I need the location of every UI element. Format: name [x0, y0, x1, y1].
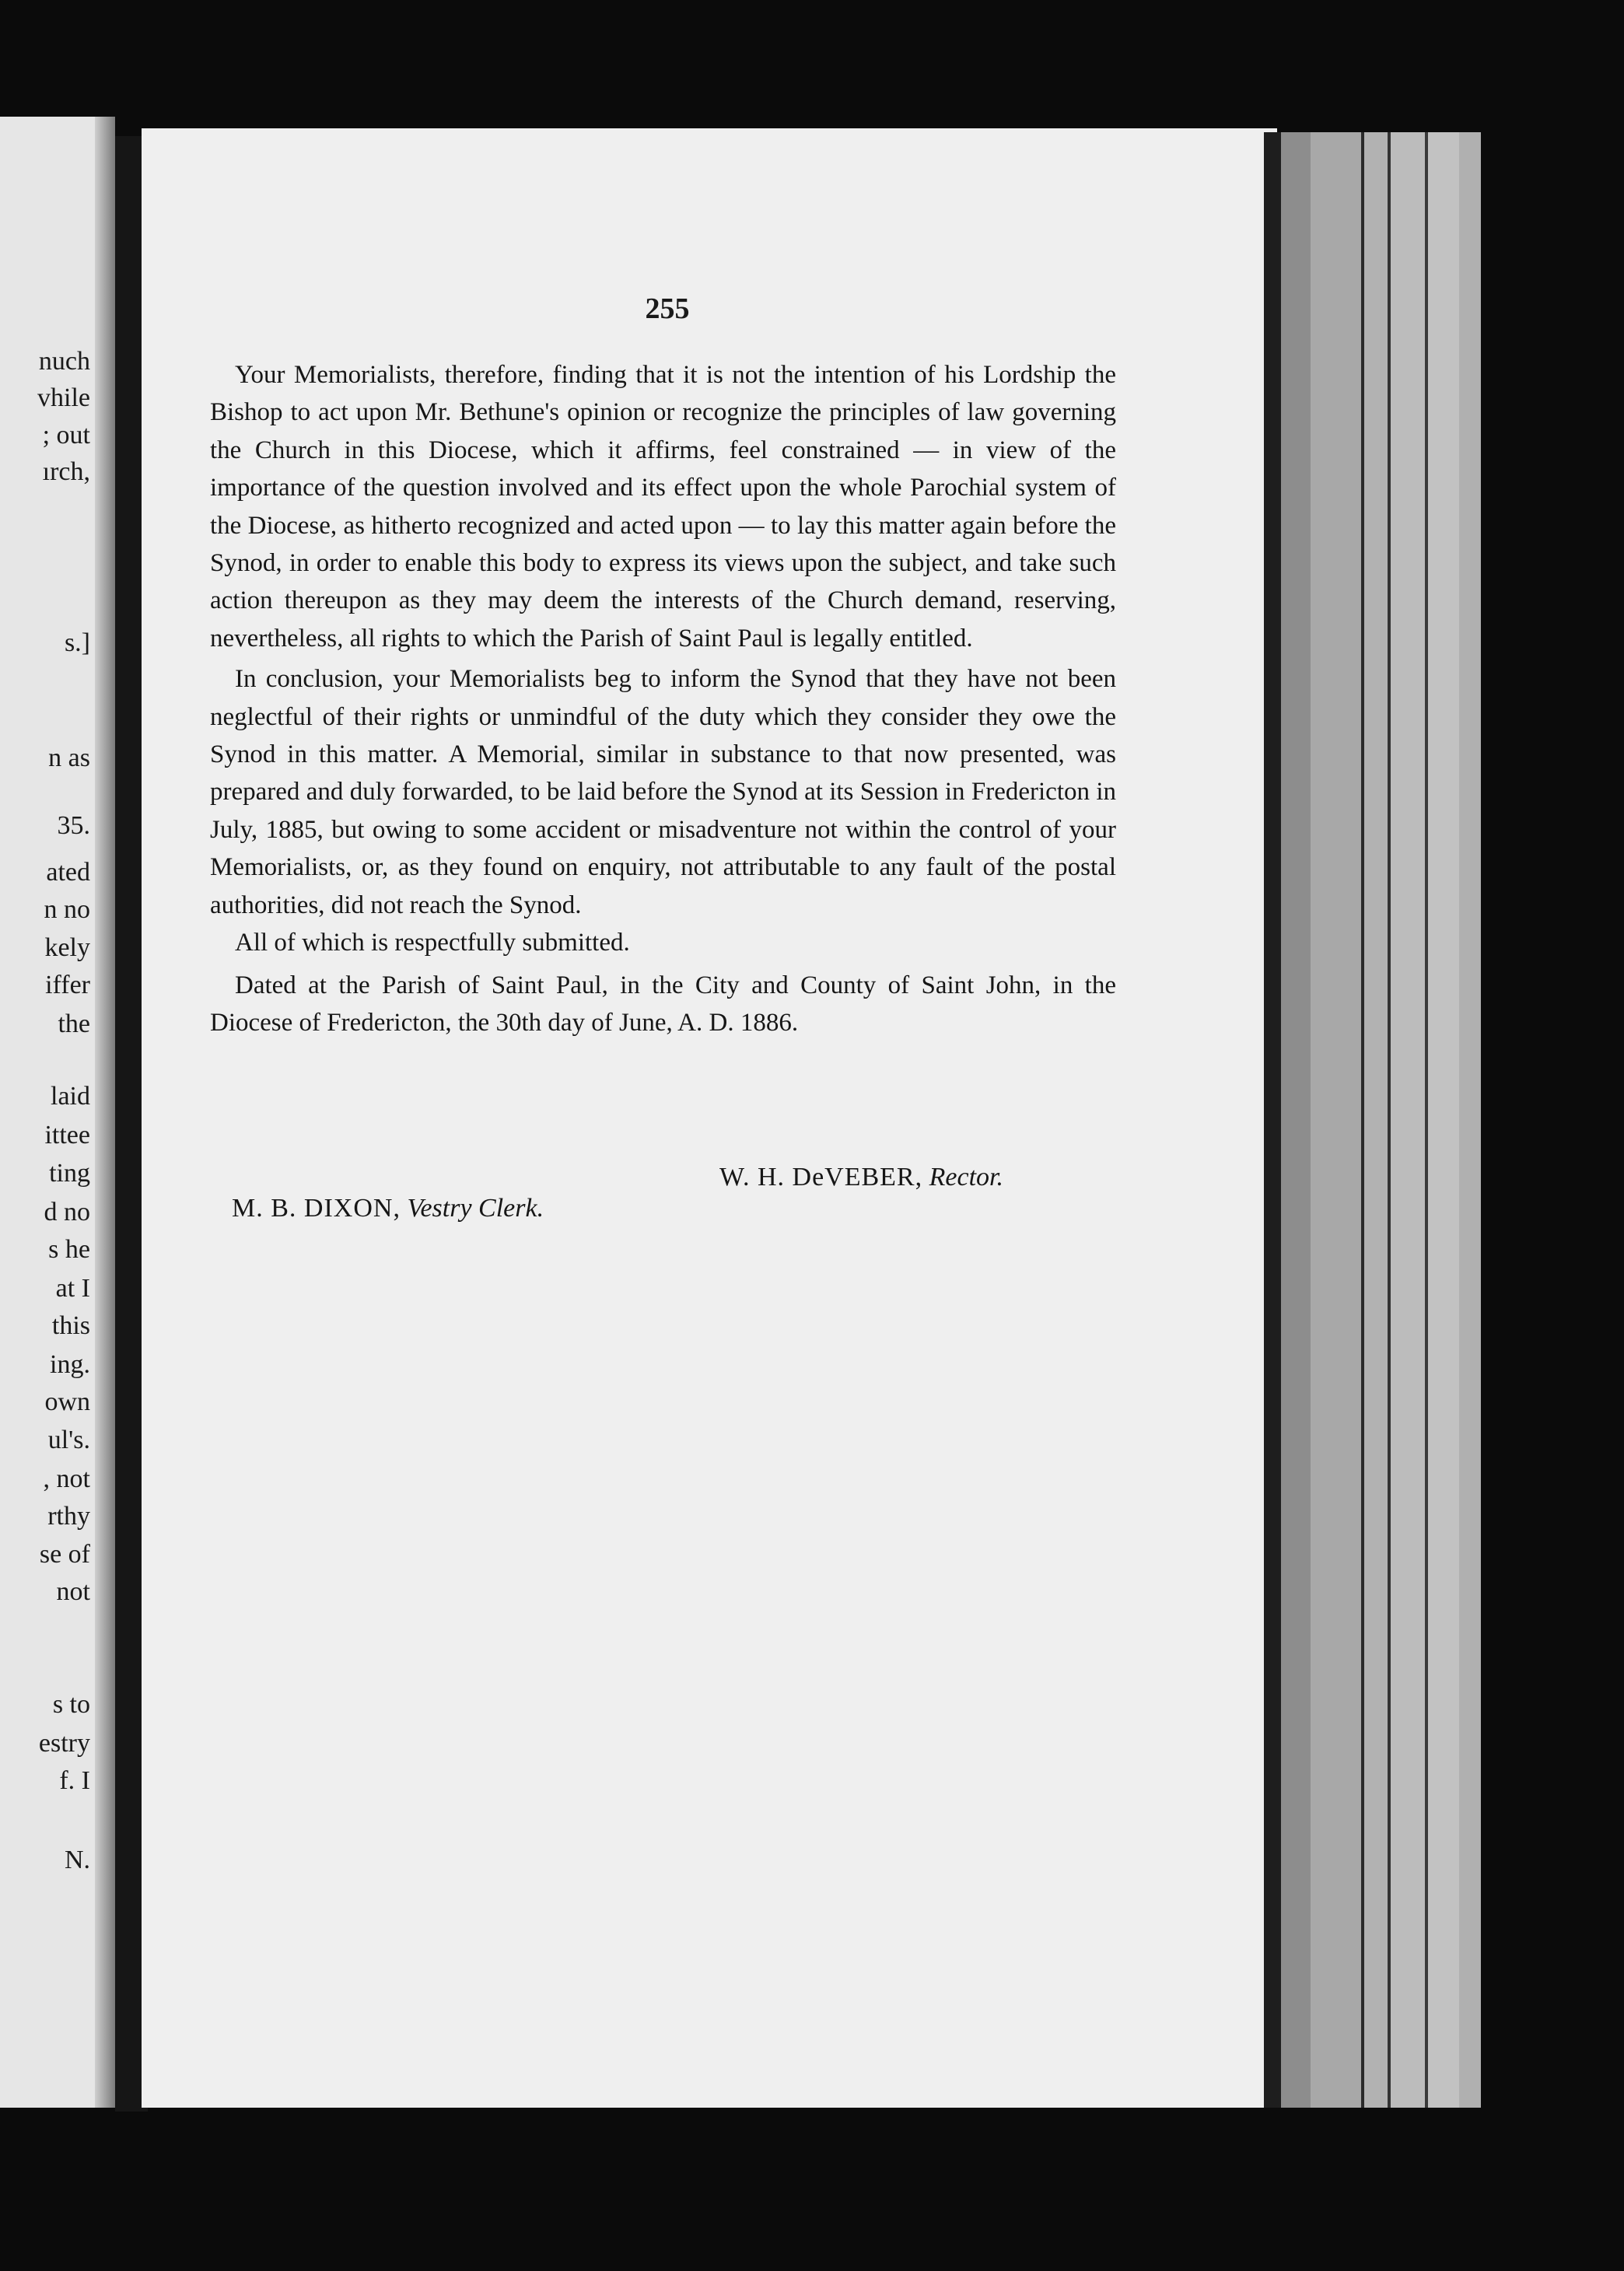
left-fragment: ated	[46, 858, 90, 887]
left-facing-page	[0, 117, 115, 2108]
paragraph-submitted: All of which is respectfully submitted.	[235, 929, 630, 957]
left-fragment: n no	[44, 895, 90, 924]
left-fragment: ul's.	[47, 1426, 90, 1454]
fore-edge-band	[1281, 132, 1311, 2108]
left-fragment: s.]	[64, 628, 90, 657]
left-fragment: d no	[44, 1198, 90, 1226]
left-fragment: vhile	[37, 383, 90, 412]
fore-edge-band	[1311, 132, 1361, 2108]
left-fragment: iffer	[45, 971, 90, 999]
left-fragment: n as	[48, 744, 90, 772]
left-fragment: not	[56, 1577, 90, 1606]
left-fragment: laid	[51, 1082, 90, 1111]
left-fragment: f. I	[59, 1766, 90, 1795]
left-fragment: at I	[55, 1274, 90, 1303]
gutter-shadow	[95, 117, 115, 2108]
clerk-title: Vestry Clerk.	[407, 1194, 544, 1223]
fore-edge-band	[1391, 132, 1425, 2108]
left-fragment: own	[44, 1387, 90, 1416]
paragraph-dated: Dated at the Parish of Saint Paul, in the City and County of Saint John, in the Diocese of Fredericton, the 30th day of June, A. D. 1886.	[210, 971, 1116, 1037]
left-fragment: estry	[38, 1729, 90, 1758]
left-fragment: rthy	[47, 1502, 90, 1531]
left-fragment: ittee	[44, 1121, 90, 1149]
fore-edge-band	[1428, 132, 1459, 2108]
fore-edge-band	[1364, 132, 1388, 2108]
clerk-name: M. B. DIXON,	[232, 1194, 401, 1223]
left-fragment: this	[51, 1311, 90, 1340]
left-fragment: nuch	[38, 347, 90, 376]
rector-signature	[719, 1163, 1085, 1192]
page-number: 255	[645, 292, 690, 325]
left-fragment: , not	[43, 1464, 90, 1493]
left-fragment: the	[58, 1010, 90, 1038]
paragraph-conclusion: In conclusion, your Memorialists beg to inform the Synod that they have not been neglectful of their rights or unmindful of the duty which they consider they owe the Synod in this matter. A Memorial, similar in substance to that now presented, was prepared and duly forwarded, to be laid before the Synod at its Session in Fredericton in July, 1885, but owing to some accident or misadventure not within the control of your Memorialists, or, as they found on enquiry, not attributable to any fault of the postal authorities, did not reach the Synod.	[210, 665, 1116, 919]
paragraph-memorialists: Your Memorialists, therefore, finding that it is not the intention of his Lordship the Bishop to act upon Mr. Bethune's opinion or recognize the principles of law governing the Church in this Diocese, which it affirms, feel constrained — in view of the importance of the question involved and its effect upon the whole Parochial system of the Diocese, as hitherto recognized and acted upon — to lay this matter again before the Synod, in order to enable this body to express its views upon the subject, and take such action thereupon as they may deem the interests of the Church demand, reserving, nevertheless, all rights to which the Parish of Saint Paul is legally entitled.	[210, 361, 1116, 653]
left-fragment: s he	[48, 1235, 90, 1264]
left-fragment: se of	[39, 1540, 90, 1569]
clerk-signature	[232, 1194, 544, 1223]
left-fragment: 35.	[57, 811, 90, 840]
left-fragment: ; out	[42, 421, 90, 450]
memorial-text	[210, 356, 1116, 1041]
left-fragment: s to	[52, 1690, 90, 1719]
left-fragment: ing.	[50, 1350, 90, 1379]
fore-edge-dark-band	[1264, 132, 1281, 2108]
left-fragment: ting	[49, 1159, 90, 1188]
rector-title: Rector.	[929, 1163, 1003, 1191]
fore-edge-band	[1459, 132, 1481, 2108]
left-fragment: kely	[44, 933, 90, 962]
left-fragment: N.	[64, 1846, 90, 1874]
left-fragment: ırch,	[42, 457, 90, 486]
rector-name: W. H. DeVEBER,	[719, 1163, 923, 1191]
